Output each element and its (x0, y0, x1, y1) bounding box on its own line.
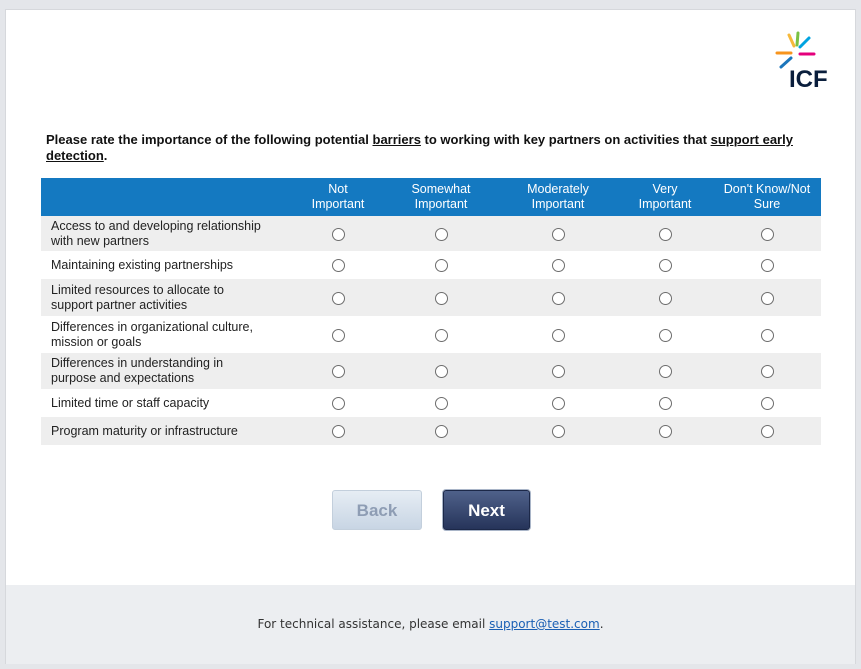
logo-text: ICF (789, 66, 828, 90)
radio-option[interactable] (332, 259, 345, 272)
logo-rays-icon (777, 33, 814, 67)
term-support-early-detection: support early detection (46, 132, 793, 163)
radio-option[interactable] (435, 228, 448, 241)
next-button[interactable]: Next (443, 490, 530, 530)
radio-option[interactable] (435, 292, 448, 305)
column-header: Somewhat Important (383, 178, 499, 216)
column-header: Moderately Important (499, 178, 617, 216)
radio-option[interactable] (332, 365, 345, 378)
radio-option[interactable] (659, 292, 672, 305)
matrix-header-row (41, 178, 821, 216)
row-label: Program maturity or infrastructure (41, 417, 293, 445)
term-barriers: barriers (372, 132, 421, 147)
matrix-row (41, 316, 821, 353)
radio-option[interactable] (761, 365, 774, 378)
icf-logo (767, 30, 839, 90)
radio-option[interactable] (552, 292, 565, 305)
footer: For technical assistance, please email support@test.com. (6, 585, 855, 664)
radio-option[interactable] (761, 259, 774, 272)
radio-option[interactable] (435, 365, 448, 378)
radio-option[interactable] (761, 329, 774, 342)
radio-option[interactable] (435, 259, 448, 272)
radio-option[interactable] (761, 292, 774, 305)
radio-option[interactable] (435, 425, 448, 438)
row-label: Limited resources to allocate to support partner activities (41, 279, 293, 316)
radio-option[interactable] (761, 228, 774, 241)
column-header: Don't Know/Not Sure (713, 178, 821, 216)
radio-option[interactable] (332, 397, 345, 410)
radio-option[interactable] (659, 425, 672, 438)
radio-option[interactable] (659, 329, 672, 342)
radio-option[interactable] (332, 425, 345, 438)
header-blank (41, 178, 293, 216)
radio-option[interactable] (552, 329, 565, 342)
row-label: Differences in organizational culture, mission or goals (41, 316, 293, 353)
radio-option[interactable] (659, 365, 672, 378)
matrix-row (41, 279, 821, 316)
row-label: Access to and developing relationship with new partners (41, 216, 293, 251)
radio-option[interactable] (552, 425, 565, 438)
radio-option[interactable] (332, 329, 345, 342)
radio-option[interactable] (332, 228, 345, 241)
column-header: Not Important (293, 178, 383, 216)
radio-option[interactable] (552, 228, 565, 241)
radio-option[interactable] (659, 397, 672, 410)
row-label: Limited time or staff capacity (41, 389, 293, 417)
matrix-row (41, 417, 821, 445)
support-email-link[interactable]: support@test.com (489, 617, 600, 631)
radio-option[interactable] (659, 259, 672, 272)
survey-page (5, 9, 856, 664)
question-text: Please rate the importance of the following potential barriers to working with key partners on activities that support early detection. (46, 132, 793, 163)
radio-option[interactable] (761, 425, 774, 438)
back-button[interactable]: Back (332, 490, 422, 530)
radio-option[interactable] (435, 329, 448, 342)
footer-text: For technical assistance, please email (257, 617, 490, 631)
matrix-row (41, 389, 821, 417)
radio-option[interactable] (659, 228, 672, 241)
matrix-row (41, 353, 821, 389)
radio-option[interactable] (552, 365, 565, 378)
rating-matrix (41, 178, 821, 445)
radio-option[interactable] (761, 397, 774, 410)
column-header: Very Important (617, 178, 713, 216)
row-label: Maintaining existing partnerships (41, 251, 293, 279)
matrix-row (41, 251, 821, 279)
radio-option[interactable] (552, 259, 565, 272)
radio-option[interactable] (552, 397, 565, 410)
radio-option[interactable] (332, 292, 345, 305)
row-label: Differences in understanding in purpose and expectations (41, 353, 293, 389)
matrix-row (41, 216, 821, 251)
radio-option[interactable] (435, 397, 448, 410)
